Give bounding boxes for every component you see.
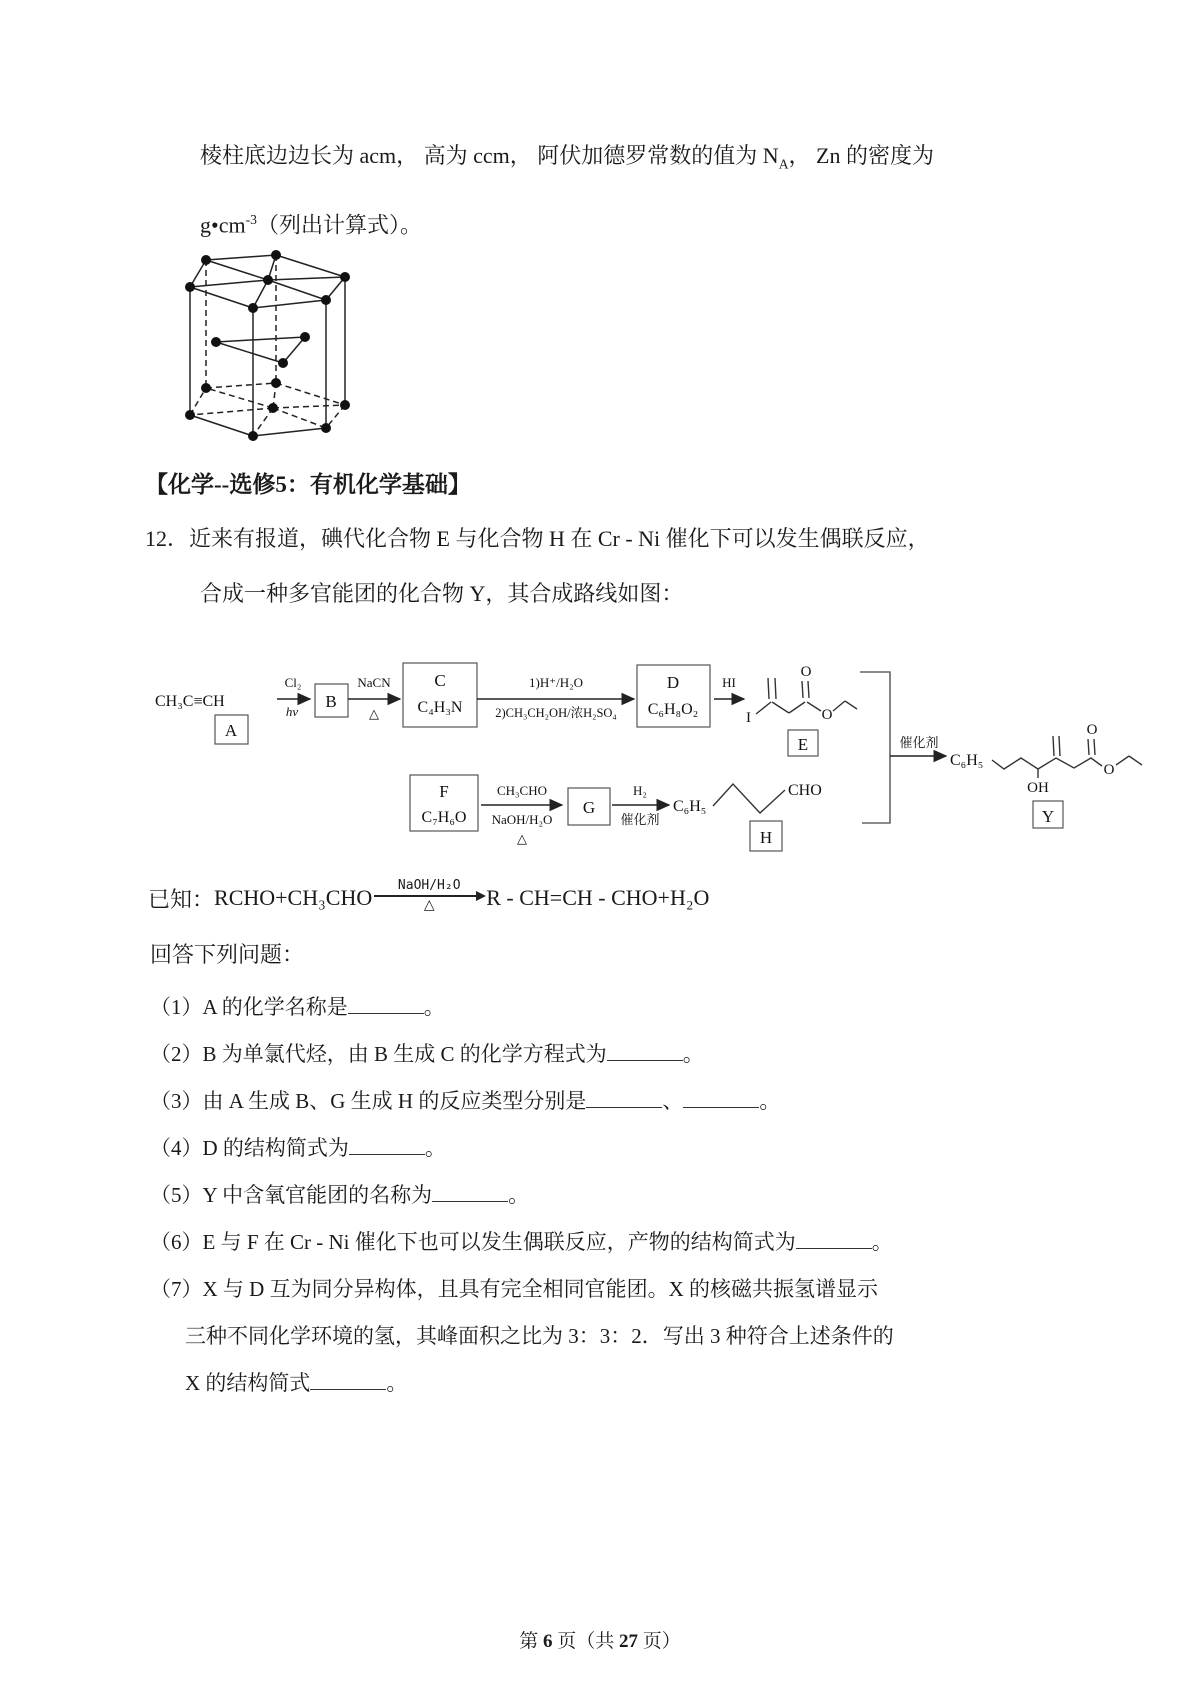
- reaction-condition-below: △: [423, 898, 435, 913]
- svg-text:OH: OH: [1027, 780, 1049, 796]
- svg-text:HI: HI: [722, 675, 736, 690]
- intro-line-2: $g•cm^{-3}$（列出计算式）。: [200, 212, 422, 238]
- svg-text:催化剂: 催化剂: [899, 735, 939, 750]
- question-7-line1: （7）X 与 D 互为同分异构体，且具有完全相同官能团。X 的核磁共振氢谱显示: [150, 1277, 878, 1301]
- question-7-line2: 三种不同化学环境的氢，其峰面积之比为 3：3：2．写出 3 种符合上述条件的: [185, 1324, 894, 1348]
- compound-e-structure: [746, 664, 857, 726]
- question-12-stem-line1: 12．近来有报道，碘代化合物 E 与化合物 H 在 Cr - Ni 催化下可以发生偶联反应，: [145, 526, 930, 551]
- svg-text:CH₃CHO: CH₃CHO: [496, 783, 548, 798]
- svg-text:O: O: [1103, 762, 1115, 778]
- svg-text:NaCN: NaCN: [357, 675, 391, 690]
- svg-text:C₄H₃N: C₄H₃N: [417, 699, 463, 716]
- svg-text:△: △: [369, 706, 379, 721]
- svg-text:NaOH/H₂O: NaOH/H₂O: [491, 812, 553, 827]
- svg-text:hv: hv: [285, 704, 299, 719]
- compound-y-structure: [950, 722, 1142, 796]
- page-number: 6: [542, 1631, 553, 1652]
- svg-text:Cl₂: Cl₂: [284, 675, 302, 690]
- section-header: 【化学--选修5：有机化学基础】: [145, 472, 471, 497]
- answer-blank: [683, 1086, 759, 1108]
- svg-text:C₆H₅: C₆H₅: [673, 798, 707, 815]
- compound-a-formula: CH₃C≡CH: [155, 693, 225, 710]
- answer-blank: [310, 1368, 386, 1390]
- svg-text:催化剂: 催化剂: [620, 812, 660, 827]
- svg-text:Y: Y: [1041, 807, 1055, 826]
- svg-text:G: G: [582, 798, 596, 817]
- subscript-a: A: [778, 156, 789, 172]
- total-pages: 27: [619, 1631, 638, 1652]
- svg-text:C: C: [434, 671, 446, 690]
- answer-blank: [432, 1180, 508, 1202]
- reaction-arrow: [374, 879, 484, 913]
- known-reactants: RCHO+CH₃CHO: [214, 885, 373, 910]
- svg-text:I: I: [746, 710, 751, 726]
- answer-blank: [586, 1086, 662, 1108]
- page-footer: 第 6 页（共 27 页）: [519, 1631, 681, 1652]
- svg-text:D: D: [666, 673, 680, 692]
- question-2: （2）B 为单氯代烃，由 B 生成 C 的化学方程式为 。: [150, 1031, 1150, 1078]
- known-reaction: [148, 868, 709, 928]
- svg-text:O: O: [821, 707, 833, 723]
- question-3: （3）由 A 生成 B、G 生成 H 的反应类型分别是 、 。: [150, 1078, 1150, 1125]
- question-6: （6）E 与 F 在 Cr - Ni 催化下也可以发生偶联反应，产物的结构简式为 。: [150, 1219, 1150, 1266]
- svg-text:H₂: H₂: [633, 783, 647, 798]
- question-list: [150, 984, 1150, 1407]
- svg-text:O: O: [800, 664, 812, 680]
- svg-text:△: △: [517, 831, 527, 846]
- svg-text:H: H: [759, 828, 773, 847]
- synthesis-route-diagram: [140, 608, 1175, 863]
- known-prefix: 已知：: [148, 886, 215, 912]
- question-5: （5）Y 中含氧官能团的名称为 。: [150, 1172, 1150, 1219]
- compound-h-structure: [673, 782, 822, 815]
- coupling-bracket: [860, 672, 890, 823]
- answer-blank: [607, 1039, 683, 1061]
- svg-text:O: O: [1086, 722, 1098, 738]
- crystal-structure-diagram: [158, 230, 363, 448]
- reaction-condition-above: NaOH/H₂O: [397, 878, 461, 893]
- answer-lead: 回答下列问题：: [150, 942, 305, 967]
- answer-blank: [349, 1133, 425, 1155]
- svg-text:1)H⁺/H₂O: 1)H⁺/H₂O: [529, 675, 583, 690]
- question-4: （4）D 的结构简式为 。: [150, 1125, 1150, 1172]
- svg-text:C₇H₆O: C₇H₆O: [421, 809, 467, 826]
- question-1: （1）A 的化学名称是 。: [150, 984, 1150, 1031]
- reaction-arrow-shaft: [374, 895, 484, 897]
- question-12-stem-line2: 合成一种多官能团的化合物 Y，其合成路线如图：: [200, 581, 684, 606]
- answer-blank: [348, 992, 424, 1014]
- svg-text:C₆H₅: C₆H₅: [950, 752, 984, 769]
- question-7-line3: X 的结构简式 。: [150, 1360, 1150, 1407]
- known-products: R - CH=CH - CHO+H₂O: [486, 885, 710, 910]
- svg-text:2)CH₃CH₂OH/浓H₂SO₄: 2)CH₃CH₂OH/浓H₂SO₄: [495, 706, 617, 720]
- answer-blank: [796, 1227, 872, 1249]
- svg-text:C₆H₈O₂: C₆H₈O₂: [647, 701, 699, 718]
- svg-text:E: E: [797, 735, 809, 754]
- svg-text:CHO: CHO: [788, 782, 822, 799]
- svg-text:B: B: [325, 692, 337, 711]
- superscript-minus3: -3: [245, 212, 257, 228]
- svg-text:F: F: [439, 782, 449, 801]
- svg-text:A: A: [224, 721, 238, 740]
- intro-line-1: 棱柱底边边长为 acm， 高为 ccm， 阿伏加德罗常数的值为 $N_A$， Zn 的密度为: [200, 143, 934, 172]
